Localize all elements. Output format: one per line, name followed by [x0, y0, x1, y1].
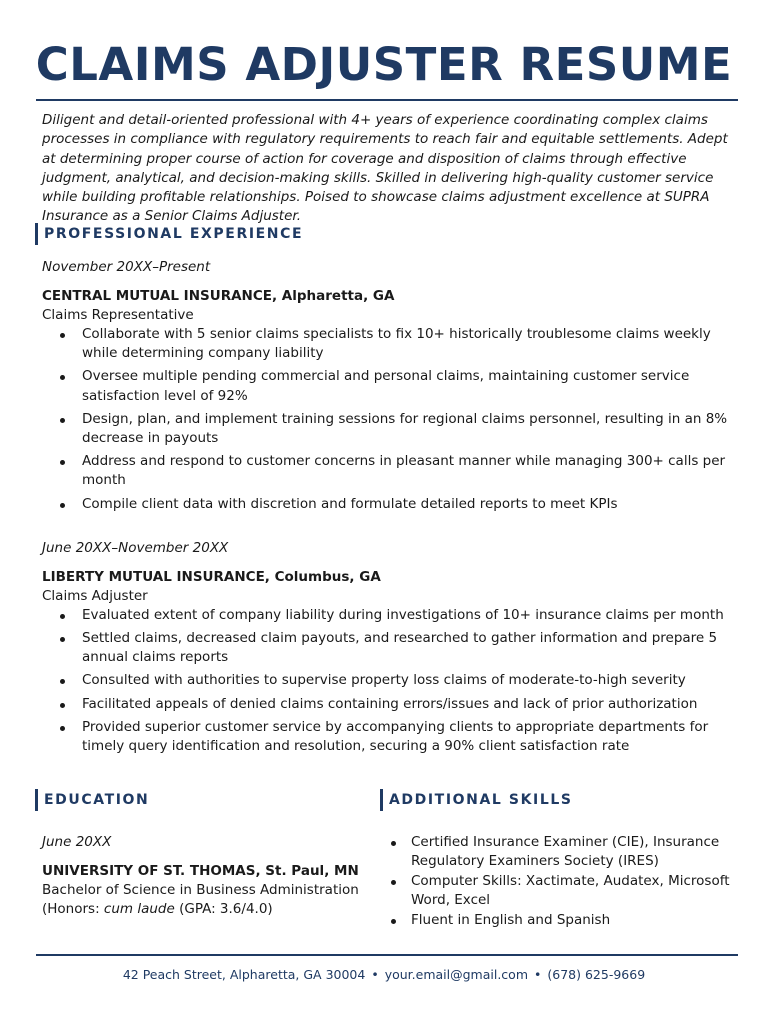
list-item: Design, plan, and implement training sessions for regional claims personnel, resulting in an 8% decrease in payouts	[42, 410, 738, 449]
education-date: June 20XX	[42, 834, 112, 850]
separator: •	[371, 967, 379, 982]
contact-email[interactable]: your.email@gmail.com	[384, 967, 528, 982]
education-degree: Bachelor of Science in Business Administration	[42, 882, 359, 898]
list-item: Evaluated extent of company liability during investigations of 10+ insurance claims per month	[42, 606, 738, 625]
list-item: Compile client data with discretion and formulate detailed reports to meet KPIs	[42, 495, 738, 514]
separator: •	[534, 967, 542, 982]
list-item: Provided superior customer service by accompanying clients to appropriate departments for timely query identification and resolution, securing a 90% client satisfaction rate	[42, 718, 738, 757]
job-bullets	[42, 325, 738, 514]
job-bullets	[42, 606, 738, 756]
education-honors: (Honors: cum laude (GPA: 3.6/4.0)	[42, 901, 273, 917]
contact-address: 42 Peach Street, Alpharetta, GA 30004	[122, 967, 366, 982]
job-entry-2	[42, 539, 738, 760]
list-item: Facilitated appeals of denied claims containing errors/issues and lack of prior authorization	[42, 695, 738, 714]
list-item: Settled claims, decreased claim payouts, and researched to gather information and prepare 5 annual claims reports	[42, 629, 738, 668]
section-heading-experience: PROFESSIONAL EXPERIENCE	[35, 223, 303, 245]
education-entry	[42, 833, 362, 919]
skills-entry	[382, 833, 732, 931]
job-employer: CENTRAL MUTUAL INSURANCE, Alpharetta, GA	[42, 288, 395, 304]
summary-text: Diligent and detail-oriented professional with 4+ years of experience coordinating complex claims processes in compliance with regulatory requirements to reach fair and equitable settlements. Adept at determining proper course of action for coverage and disposition of claims through effective judgment, analytical, and decision-making skills. Skilled in delivering high-quality customer service while building profitable relationships. Poised to showcase claims adjustment excellence at SUPRA Insurance as a Senior Claims Adjuster.	[42, 112, 728, 225]
section-heading-education: EDUCATION	[35, 789, 149, 811]
skills-list	[382, 833, 732, 930]
job-title: Claims Representative	[42, 307, 194, 323]
footer-divider	[36, 954, 738, 956]
list-item: Oversee multiple pending commercial and personal claims, maintaining customer service satisfaction level of 92%	[42, 367, 738, 406]
education-school: UNIVERSITY OF ST. THOMAS, St. Paul, MN	[42, 863, 359, 879]
contact-phone[interactable]: (678) 625-9669	[547, 967, 646, 982]
job-entry-1	[42, 258, 738, 518]
page-title: CLAIMS ADJUSTER RESUME	[35, 38, 733, 91]
job-title: Claims Adjuster	[42, 588, 148, 604]
contact-footer	[0, 966, 768, 984]
job-dates: November 20XX–Present	[42, 259, 211, 275]
list-item: Address and respond to customer concerns in pleasant manner while managing 300+ calls per month	[42, 452, 738, 491]
list-item: Collaborate with 5 senior claims specialists to fix 10+ historically troublesome claims weekly while determining company liability	[42, 325, 738, 364]
list-item: Computer Skills: Xactimate, Audatex, Microsoft Word, Excel	[382, 872, 732, 911]
job-employer: LIBERTY MUTUAL INSURANCE, Columbus, GA	[42, 569, 381, 585]
list-item: Fluent in English and Spanish	[382, 911, 732, 930]
section-heading-skills: ADDITIONAL SKILLS	[380, 789, 573, 811]
list-item: Certified Insurance Examiner (CIE), Insurance Regulatory Examiners Society (IRES)	[382, 833, 732, 872]
header-divider	[36, 99, 738, 101]
list-item: Consulted with authorities to supervise property loss claims of moderate-to-high severity	[42, 671, 738, 690]
job-dates: June 20XX–November 20XX	[42, 540, 229, 556]
